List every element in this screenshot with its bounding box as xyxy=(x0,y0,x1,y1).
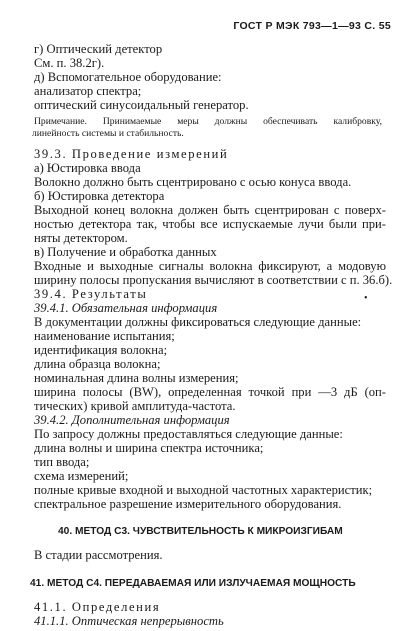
test-name-line: наименование испытания; xyxy=(34,329,175,343)
input-type-line: тип ввода; xyxy=(34,455,90,469)
item-d-auxiliary-equipment: д) Вспомогательное оборудование: xyxy=(34,70,222,84)
page-header: ГОСТ Р МЭК 793—1—93 С. 55 xyxy=(233,20,391,32)
fiber-centered-text: Волокно должно быть сцентрировано с осью конуса ввода. xyxy=(34,175,352,189)
section-39-4-2-title: 39.4.2. Дополнительная информация xyxy=(34,413,230,427)
section-41-1-title: 41.1. Определения xyxy=(34,600,161,614)
note-line-1: Примечание. Принимаемые меры должны обеспечивать калибровку, xyxy=(34,116,382,127)
section-40-heading: 40. МЕТОД С3. ЧУВСТВИТЕЛЬНОСТЬ К МИКРОИЗГИБАМ xyxy=(58,526,343,537)
item-v-data-processing: в) Получение и обработка данных xyxy=(34,245,217,259)
optional-intro: По запросу должны предоставляться следующие данные: xyxy=(34,427,343,441)
see-reference: См. п. 38.2г). xyxy=(34,56,105,70)
measurement-scheme-line: схема измерений; xyxy=(34,469,129,483)
spectral-resolution-line: спектральное разрешение измерительного оборудования. xyxy=(34,497,342,511)
section-39-4-title: 39.4. Результаты xyxy=(34,287,148,301)
sine-generator-line: оптический синусоидальный генератор. xyxy=(34,98,249,112)
output-end-text-3: няты детектором. xyxy=(34,231,128,245)
signals-text-2: ширину полосы пропускания вычисляют в соответствии с п. 36.б). xyxy=(34,273,393,287)
fiber-id-line: идентификация волокна; xyxy=(34,343,168,357)
bandwidth-line-1: ширина полосы (BW), определенная точкой при —3 дБ (оп- xyxy=(34,385,386,399)
margin-mark: • xyxy=(364,293,368,304)
item-g-optical-detector: г) Оптический детектор xyxy=(34,42,163,56)
frequency-curves-line: полные кривые входной и выходной частотных характеристик; xyxy=(34,483,373,497)
output-end-text-1: Выходной конец волокна должен быть сцентрирован с поверх- xyxy=(34,203,386,217)
section-39-3-title: 39.3. Проведение измерений xyxy=(34,147,229,161)
bandwidth-line-2: тических) кривой амплитуда-частота. xyxy=(34,399,236,413)
section-41-heading: 41. МЕТОД С4. ПЕРЕДАВАЕМАЯ ИЛИ ИЗЛУЧАЕМАЯ МОЩНОСТЬ xyxy=(30,578,356,589)
item-b-detector-alignment: б) Юстировка детектора xyxy=(34,189,165,203)
note-line-2: линейность системы и стабильность. xyxy=(32,128,184,139)
output-end-text-2: ностью детектора так, чтобы все испускаемые лучи были при- xyxy=(34,217,386,231)
section-39-4-1-title: 39.4.1. Обязательная информация xyxy=(34,301,218,315)
item-a-input-alignment: а) Юстировка ввода xyxy=(34,161,141,175)
source-wavelength-line: длина волны и ширина спектра источника; xyxy=(34,441,264,455)
under-consideration-text: В стадии рассмотрения. xyxy=(34,548,163,562)
signals-text-1: Входные и выходные сигналы волокна фиксируют, а модовую xyxy=(34,259,386,273)
section-41-1-1-title: 41.1.1. Оптическая непрерывность xyxy=(34,614,224,628)
mandatory-intro: В документации должны фиксироваться следующие данные: xyxy=(34,315,362,329)
sample-length-line: длина образца волокна; xyxy=(34,357,161,371)
nominal-wavelength-line: номинальная длина волны измерения; xyxy=(34,371,239,385)
spectrum-analyzer-line: анализатор спектра; xyxy=(34,84,142,98)
